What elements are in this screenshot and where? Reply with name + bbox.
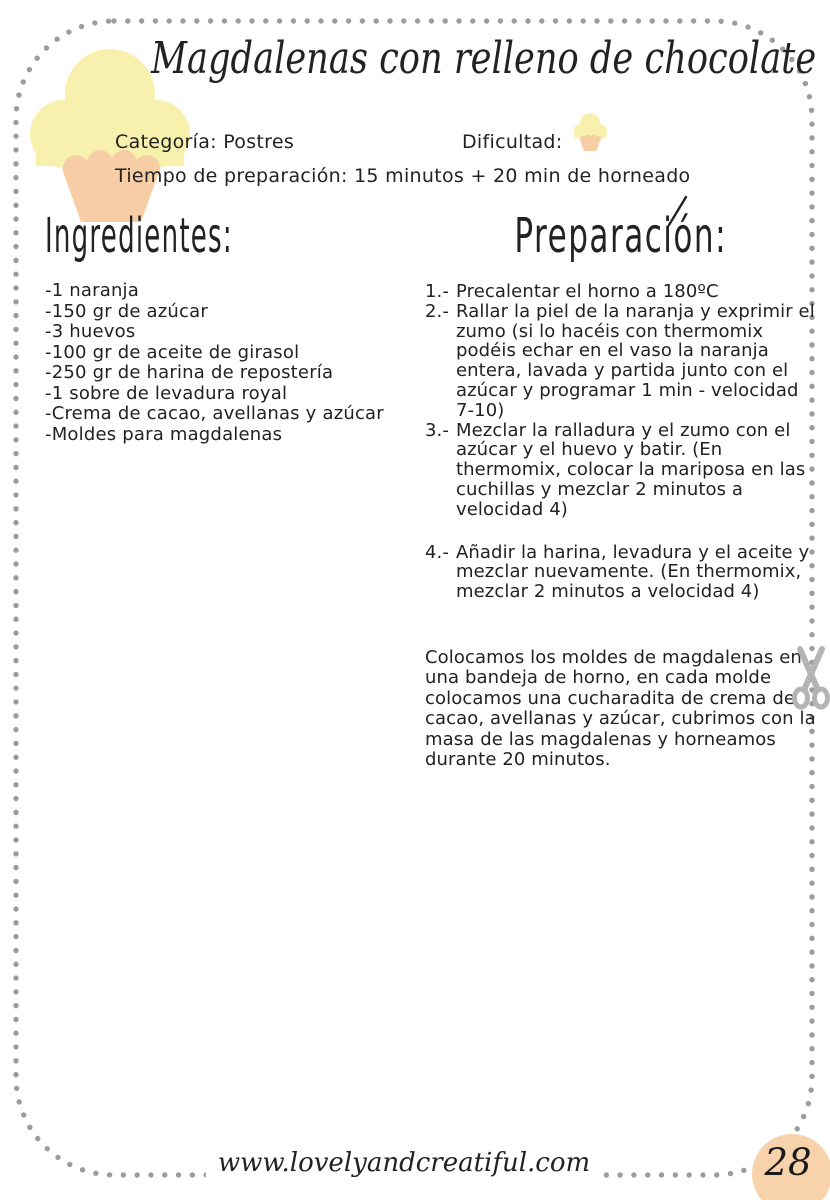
ingredients-section xyxy=(45,207,423,445)
step-number: 3.- xyxy=(425,419,449,441)
website-link[interactable]: www.lovelyandcreatiful.com xyxy=(206,1148,602,1178)
ingredient-item: -150 gr de azúcar xyxy=(45,300,208,322)
ingredient-item: -1 naranja xyxy=(45,280,139,301)
ingredients-list xyxy=(45,281,423,445)
page-number-badge xyxy=(752,1134,830,1200)
step-number: 2.- xyxy=(425,300,449,322)
preparation-step xyxy=(425,543,817,602)
preparation-section xyxy=(425,207,817,771)
step-number: 1.- xyxy=(425,281,449,302)
prep-time-label: Tiempo de preparación: 15 minutos + 20 min de horneado xyxy=(115,165,691,187)
step-text: Rallar la piel de la naranja y exprimir el zumo (si lo hacéis con thermomix podéis echar en el vaso la naranja entera, lavada y partida junto con el azúcar y programar 1 min - velocidad 7-10) xyxy=(456,300,815,421)
difficulty-label: Dificultad: xyxy=(462,131,563,153)
closing-paragraph: Colocamos los moldes de magdalenas en una bandeja de horno, en cada molde colocamos una cucharadita de crema de cacao, avellanas y azúcar, cubrimos con la masa de las magdalenas y horneamos durante 20 minutos. xyxy=(425,646,816,771)
ingredients-heading: Ingredientes: xyxy=(45,207,233,264)
preparation-heading: Preparación: xyxy=(514,207,728,264)
ingredient-item: -250 gr de harina de repostería xyxy=(45,362,334,383)
ingredient-item: -1 sobre de levadura royal xyxy=(45,382,288,404)
step-text: Añadir la harina, levadura y el aceite y mezclar nuevamente. (En thermomix, mezclar 2 minutos a velocidad 4) xyxy=(456,541,810,603)
ingredient-item: -3 huevos xyxy=(45,321,136,342)
page-title: Magdalenas con relleno de chocolate xyxy=(151,33,817,84)
category-label: Categoría: Postres xyxy=(115,131,295,153)
difficulty-cupcake-icon xyxy=(573,109,607,154)
step-text: Mezclar la ralladura y el zumo con el azúcar y el huevo y batir. (En thermomix, colocar la mariposa en las cuchillas y mezclar 2 minutos a velocidad 4) xyxy=(456,419,806,520)
preparation-step xyxy=(425,282,817,302)
step-text: Precalentar el horno a 180ºC xyxy=(456,281,719,302)
scissors-icon xyxy=(792,646,830,712)
preparation-step xyxy=(425,302,817,421)
ingredient-item: -100 gr de aceite de girasol xyxy=(45,341,300,363)
preparation-steps xyxy=(425,282,817,602)
page-number: 28 xyxy=(764,1141,812,1184)
ingredient-item: -Moldes para magdalenas xyxy=(45,423,283,445)
preparation-step xyxy=(425,421,817,520)
step-number: 4.- xyxy=(425,541,449,563)
ingredient-item: -Crema de cacao, avellanas y azúcar xyxy=(45,403,384,424)
